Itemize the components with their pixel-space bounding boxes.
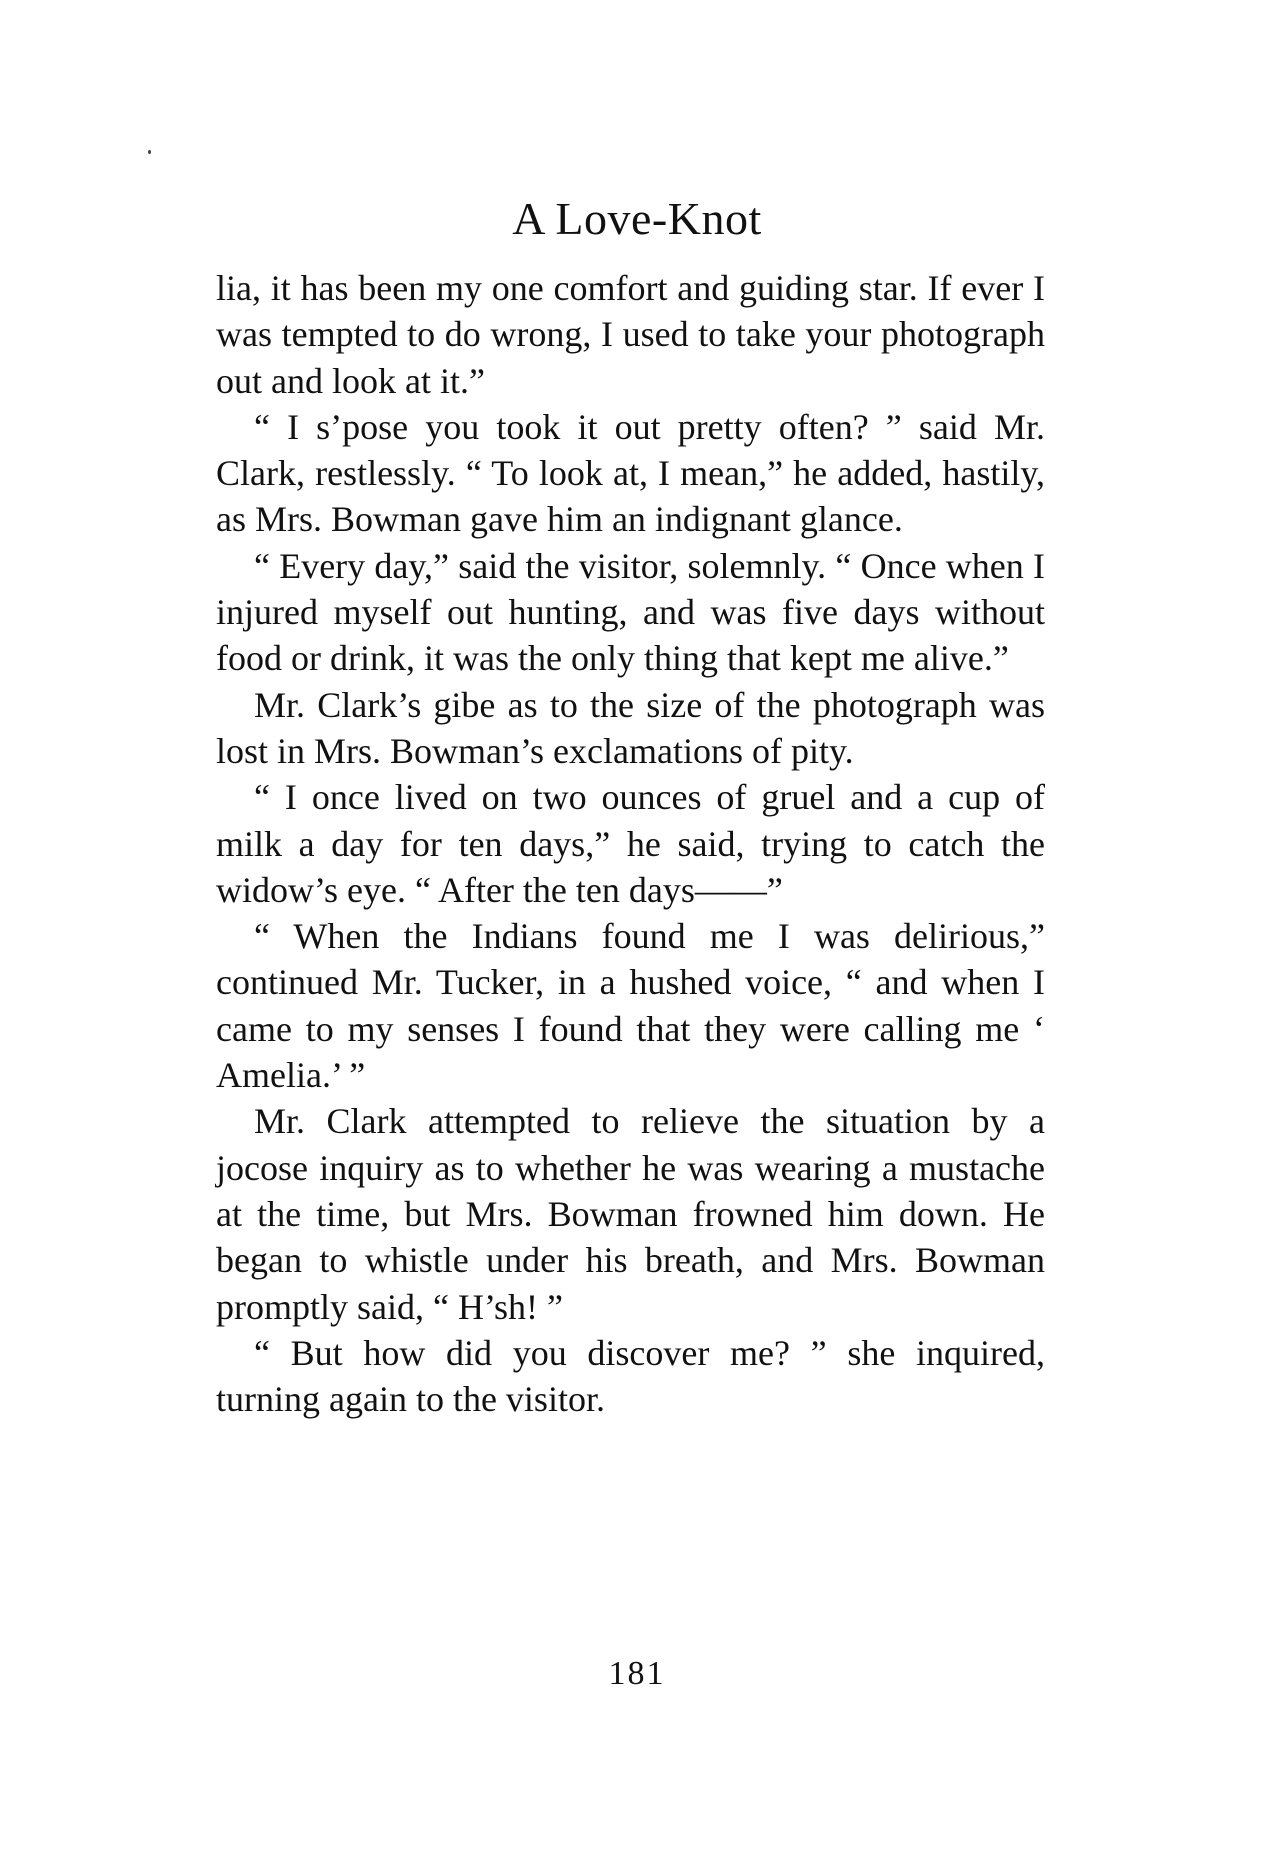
- paragraph: “ Every day,” said the visitor, solemnly. “ Once when I injured myself out hunting, and was five days without food or drink, it was the only thing that kept me alive.”: [216, 545, 1045, 679]
- paragraph: “ I once lived on two ounces of gruel and a cup of milk a day for ten days,” he said, trying to catch the widow’s eye. “ After the ten days——”: [216, 777, 1045, 910]
- paragraph: “ I s’pose you took it out pretty often? ” said Mr. Clark, restlessly. “ To look at, I mean,” he added, hastily, as Mrs. Bowman gave him an indignant glance.: [216, 406, 1045, 540]
- paragraph: “ But how did you discover me? ” she inquired, turning again to the visitor.: [216, 1332, 1045, 1420]
- paragraph: Mr. Clark’s gibe as to the size of the photograph was lost in Mrs. Bowman’s exclamations of pity.: [216, 684, 1045, 771]
- running-head: A Love-Knot: [512, 193, 762, 244]
- body-text: [216, 265, 1045, 1422]
- print-speck: [148, 150, 151, 154]
- page-number: 181: [608, 1655, 666, 1692]
- paragraph: Mr. Clark attempted to relieve the situation by a jocose inquiry as to whether he was wearing a mustache at the time, but Mrs. Bowman frowned him down. He began to whistle under his breath, and Mrs. Bowman promptly said, “ H’sh! ”: [216, 1101, 1045, 1327]
- paragraph: “ When the Indians found me I was delirious,” continued Mr. Tucker, in a hushed voice, “ and when I came to my senses I found that they were calling me ‘ Amelia.’ ”: [216, 916, 1045, 1096]
- paragraph-continued: lia, it has been my one comfort and guiding star. If ever I was tempted to do wrong, I used to take your photograph out and look at it.”: [216, 268, 1045, 401]
